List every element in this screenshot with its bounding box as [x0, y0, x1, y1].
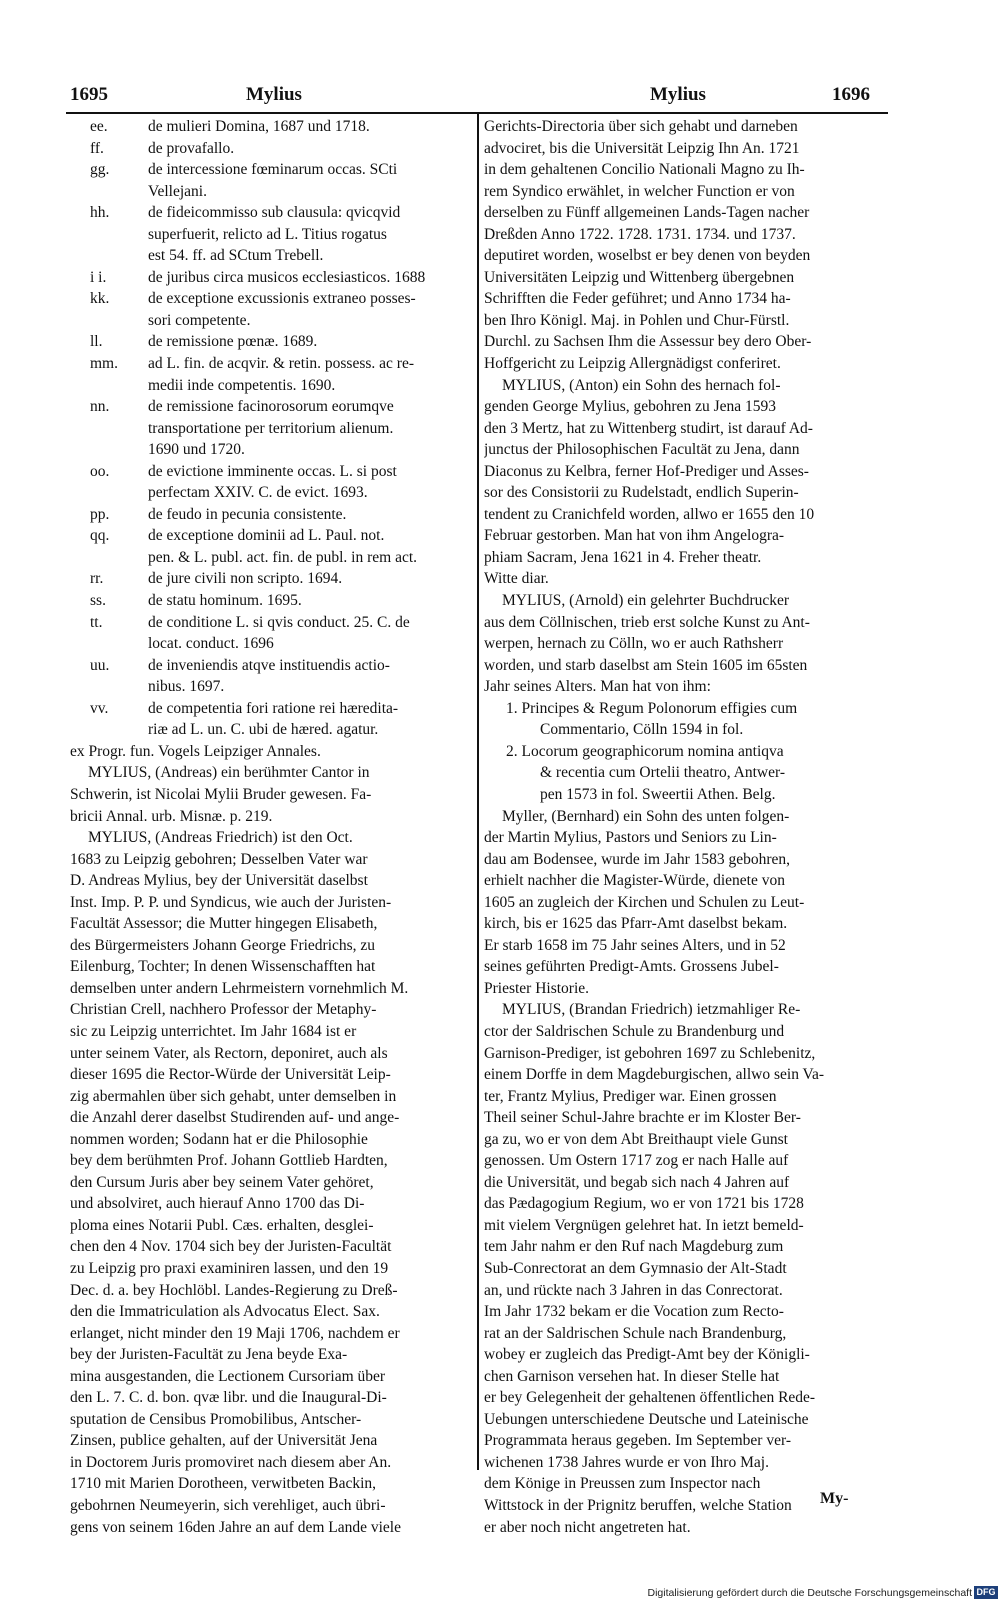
- line-text: Commentario, Cölln 1594 in fol.: [540, 721, 744, 739]
- line-text: chen den 4 Nov. 1704 sich bey der Juristen-Facultät: [70, 1238, 392, 1256]
- digitization-credit: Digitalisierung gefördert durch die Deutsche Forschungsgemeinschaft: [647, 1587, 972, 1599]
- right-text-line: [484, 396, 884, 418]
- line-text: ex Progr. fun. Vogels Leipziger Annales.: [70, 742, 321, 760]
- line-text: erhielt nachher die Magister-Würde, dienete von: [484, 872, 785, 890]
- line-text: 1. Principes & Regum Polonorum effigies cum: [506, 699, 798, 717]
- right-text-line: [484, 310, 884, 332]
- line-text: de exceptione dominii ad L. Paul. not.: [148, 527, 385, 545]
- line-text: D. Andreas Mylius, bey der Universität daselbst: [70, 872, 368, 890]
- line-text: Schwerin, ist Nicolai Mylii Bruder gewesen. Fa-: [70, 785, 372, 803]
- line-text: wobey er zugleich das Predigt-Amt bey der Königli-: [484, 1346, 810, 1364]
- left-text-line: [70, 1495, 470, 1517]
- right-text-line: [484, 1215, 884, 1237]
- left-text-line: [70, 396, 470, 418]
- line-text: de jure civili non scripto. 1694.: [148, 570, 343, 588]
- item-label: qq.: [90, 527, 110, 545]
- right-text-line: [484, 870, 884, 892]
- line-text: de mulieri Domina, 1687 und 1718.: [148, 118, 370, 135]
- left-text-line: [70, 418, 470, 440]
- right-text-line: [484, 1280, 884, 1302]
- right-text-line: [484, 913, 884, 935]
- right-running-head: Mylius: [650, 84, 706, 105]
- right-text-line: [484, 978, 884, 1000]
- left-text-line: [70, 461, 470, 483]
- line-text: demselben unter andern Lehrmeistern vornehmlich M.: [70, 979, 409, 997]
- line-text: Myller, (Bernhard) ein Sohn des unten folgen-: [502, 807, 790, 825]
- left-text-line: [70, 806, 470, 828]
- left-text-line: [70, 1344, 470, 1366]
- line-text: Im Jahr 1732 bekam er die Vocation zum Recto-: [484, 1303, 784, 1321]
- line-text: de juribus circa musicos ecclesiasticos. 1688: [148, 268, 426, 286]
- left-text-line: [70, 1258, 470, 1280]
- right-text-line: [484, 1150, 884, 1172]
- left-text-line: [70, 1236, 470, 1258]
- right-text-line: [484, 1409, 884, 1431]
- line-text: ter, Frantz Mylius, Prediger war. Einen grossen: [484, 1087, 777, 1105]
- line-text: derselben zu Fünff allgemeinen Lands-Tagen nacher: [484, 204, 810, 222]
- right-text-line: [484, 138, 884, 160]
- item-label: vv.: [90, 699, 109, 717]
- right-text-line: [484, 331, 884, 353]
- right-text-line: [484, 1236, 884, 1258]
- line-text: Vellejani.: [148, 182, 207, 200]
- right-text-line: [484, 525, 884, 547]
- right-text-line: [484, 181, 884, 203]
- right-text-line: [484, 849, 884, 871]
- item-label: kk.: [90, 290, 110, 308]
- right-text-line: [484, 159, 884, 181]
- right-text-line: [484, 1517, 884, 1539]
- line-text: Witte diar.: [484, 570, 549, 588]
- left-text-line: [70, 633, 470, 655]
- right-text-line: [484, 1043, 884, 1065]
- left-text-line: [70, 676, 470, 698]
- right-text-line: [484, 784, 884, 806]
- left-text-line: [70, 762, 470, 784]
- right-text-line: [484, 116, 884, 138]
- left-text-line: [70, 978, 470, 1000]
- line-text: Theil seiner Schul-Jahre brachte er im Kloster Ber-: [484, 1109, 801, 1127]
- line-text: locat. conduct. 1696: [148, 635, 274, 653]
- line-text: Gerichts-Directoria über sich gehabt und darneben: [484, 118, 798, 135]
- right-text-line: [484, 375, 884, 397]
- line-text: MYLIUS, (Arnold) ein gelehrter Buchdrucker: [502, 592, 790, 610]
- line-text: gens von seinem 16den Jahre an auf dem Lande viele: [70, 1518, 401, 1536]
- line-text: sor des Consistorii zu Rudelstadt, endlich Superin-: [484, 484, 799, 502]
- line-text: Dec. d. a. bey Hochlöbl. Landes-Regierung zu Dreß-: [70, 1281, 398, 1299]
- line-text: MYLIUS, (Andreas Friedrich) ist den Oct.: [88, 829, 353, 847]
- right-text-line: [484, 461, 884, 483]
- line-text: 1683 zu Leipzig gebohren; Desselben Vater war: [70, 850, 368, 868]
- line-text: MYLIUS, (Brandan Friedrich) ietzmahliger Re-: [502, 1001, 801, 1019]
- left-text-line: [70, 116, 470, 138]
- right-text-line: [484, 504, 884, 526]
- line-text: Wittstock in der Prignitz beruffen, welche Station: [484, 1497, 792, 1514]
- line-text: deputiret worden, woselbst er bey denen von beyden: [484, 247, 811, 265]
- left-text-line: [70, 482, 470, 504]
- line-text: den L. 7. C. d. bon. qvæ libr. und die Inaugural-Di-: [70, 1389, 387, 1407]
- left-text-line: [70, 827, 470, 849]
- left-text-line: [70, 267, 470, 289]
- left-page-number: 1695: [70, 84, 108, 105]
- right-text-line: [484, 999, 884, 1021]
- left-text-line: [70, 892, 470, 914]
- line-text: de evictione imminente occas. L. si post: [148, 462, 397, 480]
- line-text: bey dem berühmten Prof. Johann Gottlieb Hardten,: [70, 1152, 388, 1170]
- left-running-head: Mylius: [246, 84, 302, 105]
- right-text-line: [484, 288, 884, 310]
- line-text: Sub-Conrectorat an dem Gymnasio der Alt-Stadt: [484, 1259, 787, 1277]
- item-label: ss.: [90, 592, 106, 610]
- left-text-line: [70, 590, 470, 612]
- left-text-line: [70, 568, 470, 590]
- line-text: de conditione L. si qvis conduct. 25. C. de: [148, 613, 410, 631]
- left-text-line: [70, 655, 470, 677]
- line-text: den Cursum Juris aber bey seinem Vater gehöret,: [70, 1173, 374, 1191]
- left-text-line: [70, 245, 470, 267]
- left-text-line: [70, 698, 470, 720]
- line-text: Dreßden Anno 1722. 1728. 1731. 1734. und 1737.: [484, 225, 796, 243]
- column-divider: [477, 112, 479, 1470]
- left-text-line: [70, 935, 470, 957]
- line-text: 1710 mit Marien Dorotheen, verwitbeten Backin,: [70, 1475, 377, 1493]
- line-text: Christian Crell, nachhero Professor der Metaphy-: [70, 1001, 377, 1019]
- line-text: bricii Annal. urb. Misnæ. p. 219.: [70, 807, 273, 825]
- item-label: gg.: [90, 161, 110, 179]
- line-text: kirch, bis er 1625 das Pfarr-Amt daselbst bekam.: [484, 915, 788, 933]
- line-text: Priester Historie.: [484, 979, 590, 997]
- right-text-line: [484, 439, 884, 461]
- left-text-line: [70, 719, 470, 741]
- line-text: das Pædagogium Regium, wo er von 1721 bis 1728: [484, 1195, 804, 1213]
- left-text-line: [70, 1366, 470, 1388]
- line-text: Schrifften die Feder geführet; und Anno 1734 ha-: [484, 290, 791, 308]
- item-label: rr.: [90, 570, 104, 588]
- line-text: de competentia fori ratione rei hæredita-: [148, 699, 399, 717]
- left-text-line: [70, 1193, 470, 1215]
- left-text-line: [70, 1086, 470, 1108]
- right-text-line: [484, 267, 884, 289]
- item-label: hh.: [90, 204, 110, 222]
- right-text-line: [484, 633, 884, 655]
- right-text-line: [484, 655, 884, 677]
- line-text: 2. Locorum geographicorum nomina antiqva: [506, 742, 784, 760]
- left-text-line: [70, 375, 470, 397]
- line-text: den 3 Mertz, hat zu Wittenberg studirt, ist darauf Ad-: [484, 419, 813, 437]
- line-text: bey der Juristen-Facultät zu Jena beyde Exa-: [70, 1346, 348, 1364]
- line-text: sori competente.: [148, 311, 251, 329]
- right-text-line: [484, 547, 884, 569]
- line-text: nibus. 1697.: [148, 678, 225, 696]
- line-text: sputation de Censibus Promobilibus, Antscher-: [70, 1410, 362, 1428]
- line-text: chen Garnison versehen hat. In dieser Stelle hat: [484, 1367, 780, 1385]
- left-text-line: [70, 1409, 470, 1431]
- line-text: Inst. Imp. P. P. und Syndicus, wie auch der Juristen-: [70, 893, 392, 911]
- line-text: de intercessione fœminarum occas. SCti: [148, 161, 398, 179]
- right-text-line: [484, 590, 884, 612]
- line-text: unter seinem Vater, als Rectorn, deponiret, auch als: [70, 1044, 388, 1062]
- right-text-line: [484, 1387, 884, 1409]
- left-text-line: [70, 1043, 470, 1065]
- line-text: der Martin Mylius, Pastors und Seniors zu Lin-: [484, 829, 777, 847]
- line-text: Diaconus zu Kelbra, ferner Hof-Prediger und Asses-: [484, 462, 809, 480]
- line-text: ad L. fin. de acqvir. & retin. possess. ac re-: [148, 355, 414, 373]
- line-text: de remissione pœnæ. 1689.: [148, 333, 318, 351]
- line-text: genossen. Um Ostern 1717 zog er nach Halle auf: [484, 1152, 789, 1170]
- left-text-line: [70, 1021, 470, 1043]
- item-label: i i.: [90, 268, 107, 286]
- line-text: & recentia cum Ortelii theatro, Antwer-: [540, 764, 786, 782]
- line-text: rat an der Saldrischen Schule nach Brandenburg,: [484, 1324, 787, 1342]
- item-label: pp.: [90, 505, 110, 523]
- right-text-line: [484, 482, 884, 504]
- line-text: Durchl. zu Sachsen Ihm die Assessur bey dero Ober-: [484, 333, 812, 351]
- line-text: gebohrnen Neumeyerin, sich verehliget, auch übri-: [70, 1497, 386, 1514]
- line-text: Februar gestorben. Man hat von ihm Angelogra-: [484, 527, 785, 545]
- line-text: in dem gehaltenen Concilio Nationali Magno zu Ih-: [484, 161, 805, 179]
- left-text-line: [70, 1215, 470, 1237]
- line-text: mit vielem Vergnügen gelehret hat. In ietzt bemeld-: [484, 1216, 804, 1234]
- line-text: in Doctorem Juris promoviret nach diesem aber An.: [70, 1453, 392, 1471]
- left-text-line: [70, 547, 470, 569]
- line-text: erlanget, nicht minder den 19 Maji 1706, nachdem er: [70, 1324, 400, 1342]
- left-text-line: [70, 784, 470, 806]
- left-text-line: [70, 741, 470, 763]
- right-text-line: [484, 762, 884, 784]
- left-text-line: [70, 525, 470, 547]
- right-text-line: [484, 827, 884, 849]
- line-text: Facultät Assessor; die Mutter hingegen Elisabeth,: [70, 915, 378, 933]
- left-text-line: [70, 1129, 470, 1151]
- line-text: die Anzahl derer daselbst Studirenden auf- und ange-: [70, 1109, 400, 1127]
- left-text-line: [70, 138, 470, 160]
- line-text: Hoffgericht zu Leipzig Allergnädigst conferiret.: [484, 355, 781, 373]
- line-text: dieser 1695 die Rector-Würde der Universität Leip-: [70, 1066, 391, 1084]
- right-text-line: [484, 245, 884, 267]
- right-text-line: [484, 676, 884, 698]
- line-text: mina ausgestanden, die Lectionem Cursoriam über: [70, 1367, 386, 1385]
- line-text: ga zu, wo er von dem Abt Breithaupt viele Gunst: [484, 1130, 788, 1148]
- item-label: tt.: [90, 613, 103, 631]
- line-text: seines geführten Predigt-Amts. Grossens Jubel-: [484, 958, 779, 976]
- left-text-line: [70, 913, 470, 935]
- right-text-line: [484, 1021, 884, 1043]
- line-text: 1605 an zugleich der Kirchen und Schulen zu Leut-: [484, 893, 805, 911]
- line-text: Zinsen, publice gehalten, auf der Universität Jena: [70, 1432, 378, 1450]
- line-text: worden, und starb daselbst am Stein 1605 im 65sten: [484, 656, 808, 674]
- line-text: de inveniendis atqve instituendis actio-: [148, 656, 390, 674]
- line-text: de feudo in pecunia consistente.: [148, 505, 347, 523]
- left-text-line: [70, 159, 470, 181]
- item-label: nn.: [90, 398, 110, 416]
- line-text: aus dem Cöllnischen, trieb erst solche Kunst zu Ant-: [484, 613, 810, 631]
- right-text-line: [484, 1086, 884, 1108]
- line-text: junctus der Philosophischen Facultät zu Jena, dann: [484, 441, 800, 459]
- line-text: MYLIUS, (Anton) ein Sohn des hernach fol-: [502, 376, 781, 394]
- left-text-line: [70, 870, 470, 892]
- left-text-line: [70, 1452, 470, 1474]
- line-text: dem Könige in Preussen zum Inspector nach: [484, 1475, 761, 1493]
- item-label: ff.: [90, 139, 104, 157]
- left-text-line: [70, 1517, 470, 1539]
- right-text-line: [484, 1258, 884, 1280]
- line-text: zig abermahlen über sich gehabt, unter demselben in: [70, 1087, 397, 1105]
- left-text-line: [70, 1280, 470, 1302]
- left-text-line: [70, 612, 470, 634]
- line-text: wichenen 1738 Jahres wurde er von Ihro Maj.: [484, 1453, 769, 1471]
- line-text: pen 1573 in fol. Sweertii Athen. Belg.: [540, 785, 776, 803]
- line-text: de remissione facinorosorum eorumqve: [148, 398, 394, 416]
- right-text-line: [484, 568, 884, 590]
- line-text: transportatione per territorium alienum.: [148, 419, 394, 437]
- line-text: de exceptione excussionis extraneo posses-: [148, 290, 416, 308]
- left-text-line: [70, 1387, 470, 1409]
- left-text-line: [70, 224, 470, 246]
- left-text-line: [70, 1473, 470, 1495]
- left-text-line: [70, 181, 470, 203]
- line-text: superfuerit, relicto ad L. Titius rogatus: [148, 225, 387, 243]
- right-text-line: [484, 1064, 884, 1086]
- right-text-line: [484, 1129, 884, 1151]
- left-text-line: [70, 288, 470, 310]
- item-label: oo.: [90, 462, 110, 480]
- right-text-line: [484, 741, 884, 763]
- item-label: uu.: [90, 656, 110, 674]
- line-text: Er starb 1658 im 75 Jahr seines Alters, und in 52: [484, 936, 786, 954]
- right-text-line: [484, 353, 884, 375]
- line-text: einem Dorffe in dem Magdeburgischen, allwo sein Va-: [484, 1066, 825, 1084]
- left-text-line: [70, 1430, 470, 1452]
- left-text-line: [70, 1301, 470, 1323]
- line-text: zu Leipzig pro praxi examiniren lassen, und den 19: [70, 1259, 389, 1277]
- right-page-number: 1696: [832, 84, 870, 105]
- line-text: de statu hominum. 1695.: [148, 592, 302, 610]
- line-text: ploma eines Notarii Publ. Cæs. erhalten, desglei-: [70, 1216, 374, 1234]
- right-text-line: [484, 719, 884, 741]
- right-text-line: [484, 612, 884, 634]
- line-text: Eilenburg, Tochter; In denen Wissenschafften hat: [70, 958, 376, 976]
- left-text-line: [70, 1172, 470, 1194]
- left-text-line: [70, 1107, 470, 1129]
- line-text: rem Syndico erwählet, in welcher Function er von: [484, 182, 795, 200]
- line-text: er bey Gelegenheit der gehaltenen öffentlichen Rede-: [484, 1389, 816, 1407]
- line-text: de provafallo.: [148, 139, 235, 157]
- item-label: mm.: [90, 355, 118, 373]
- right-text-line: [484, 224, 884, 246]
- line-text: die Universität, und begab sich nach 4 Jahren auf: [484, 1173, 790, 1191]
- line-text: tem Jahr nahm er den Ruf nach Magdeburg zum: [484, 1238, 784, 1256]
- item-label: ll.: [90, 333, 103, 351]
- left-text-line: [70, 504, 470, 526]
- line-text: est 54. ff. ad SCtum Trebell.: [148, 247, 324, 265]
- line-text: medii inde competentis. 1690.: [148, 376, 336, 394]
- line-text: perfectam XXIV. C. de evict. 1693.: [148, 484, 368, 502]
- catchword: My-: [820, 1490, 849, 1507]
- right-text-line: [484, 1107, 884, 1129]
- left-text-line: [70, 999, 470, 1021]
- line-text: Jahr seines Alters. Man hat von ihm:: [484, 678, 711, 696]
- line-text: den die Immatriculation als Advocatus Elect. Sax.: [70, 1303, 380, 1321]
- right-text-line: [484, 935, 884, 957]
- left-text-line: [70, 1064, 470, 1086]
- right-text-line: [484, 1301, 884, 1323]
- left-text-line: [70, 1323, 470, 1345]
- dfg-logo: DFG: [974, 1586, 998, 1599]
- line-text: nommen worden; Sodann hat er die Philosophie: [70, 1130, 368, 1148]
- line-text: werpen, hernach zu Cölln, wo er auch Rathsherr: [484, 635, 784, 653]
- line-text: an, und rückte nach 3 Jahren in das Conrectorat.: [484, 1281, 783, 1299]
- left-text-line: [70, 439, 470, 461]
- left-text-line: [70, 1150, 470, 1172]
- line-text: Garnison-Prediger, ist gebohren 1697 zu Schlebenitz,: [484, 1044, 816, 1062]
- line-text: und absolviret, auch hierauf Anno 1700 das Di-: [70, 1195, 365, 1213]
- right-text-line: [484, 698, 884, 720]
- left-text-line: [70, 849, 470, 871]
- line-text: tendent zu Cranichfeld worden, allwo er 1655 den 10: [484, 505, 815, 523]
- line-text: ctor der Saldrischen Schule zu Brandenburg und: [484, 1022, 785, 1040]
- right-text-line: [484, 1193, 884, 1215]
- line-text: genden George Mylius, gebohren zu Jena 1593: [484, 398, 776, 416]
- left-text-line: [70, 353, 470, 375]
- right-text-line: [484, 1452, 884, 1474]
- line-text: riæ ad L. un. C. ubi de hæred. agatur.: [148, 721, 379, 739]
- line-text: Uebungen unterschiedene Deutsche und Lateinische: [484, 1410, 809, 1428]
- left-text-line: [70, 956, 470, 978]
- left-text-line: [70, 331, 470, 353]
- left-text-line: [70, 202, 470, 224]
- line-text: advociret, bis die Universität Leipzig Ihn An. 1721: [484, 139, 800, 157]
- right-text-line: [484, 1344, 884, 1366]
- right-text-column: [484, 116, 884, 1538]
- line-text: Universitäten Leipzig und Wittenberg übergebnen: [484, 268, 795, 286]
- right-text-line: [484, 1172, 884, 1194]
- line-text: Programmata heraus gegeben. Im September ver-: [484, 1432, 791, 1450]
- right-text-line: [484, 806, 884, 828]
- line-text: pen. & L. publ. act. fin. de publ. in rem act.: [148, 548, 418, 566]
- left-text-line: [70, 310, 470, 332]
- right-text-line: [484, 1323, 884, 1345]
- right-text-line: [484, 1430, 884, 1452]
- right-text-line: [484, 1366, 884, 1388]
- right-text-line: [484, 956, 884, 978]
- line-text: phiam Sacram, Jena 1621 in 4. Freher theatr.: [484, 548, 762, 566]
- line-text: ben Ihro Königl. Maj. in Pohlen und Chur-Fürstl.: [484, 311, 790, 329]
- right-text-line: [484, 202, 884, 224]
- line-text: er aber noch nicht angetreten hat.: [484, 1518, 691, 1536]
- right-text-line: [484, 892, 884, 914]
- right-text-line: [484, 418, 884, 440]
- line-text: sic zu Leipzig unterrichtet. Im Jahr 1684 ist er: [70, 1022, 357, 1040]
- left-text-column: [70, 116, 470, 1538]
- line-text: des Bürgermeisters Johann George Friedrichs, zu: [70, 936, 376, 954]
- line-text: de fideicommisso sub clausula: qvicqvid: [148, 204, 401, 222]
- line-text: MYLIUS, (Andreas) ein berühmter Cantor in: [88, 764, 370, 782]
- item-label: ee.: [90, 118, 108, 135]
- line-text: dau am Bodensee, wurde im Jahr 1583 gebohren,: [484, 850, 791, 868]
- line-text: 1690 und 1720.: [148, 441, 245, 459]
